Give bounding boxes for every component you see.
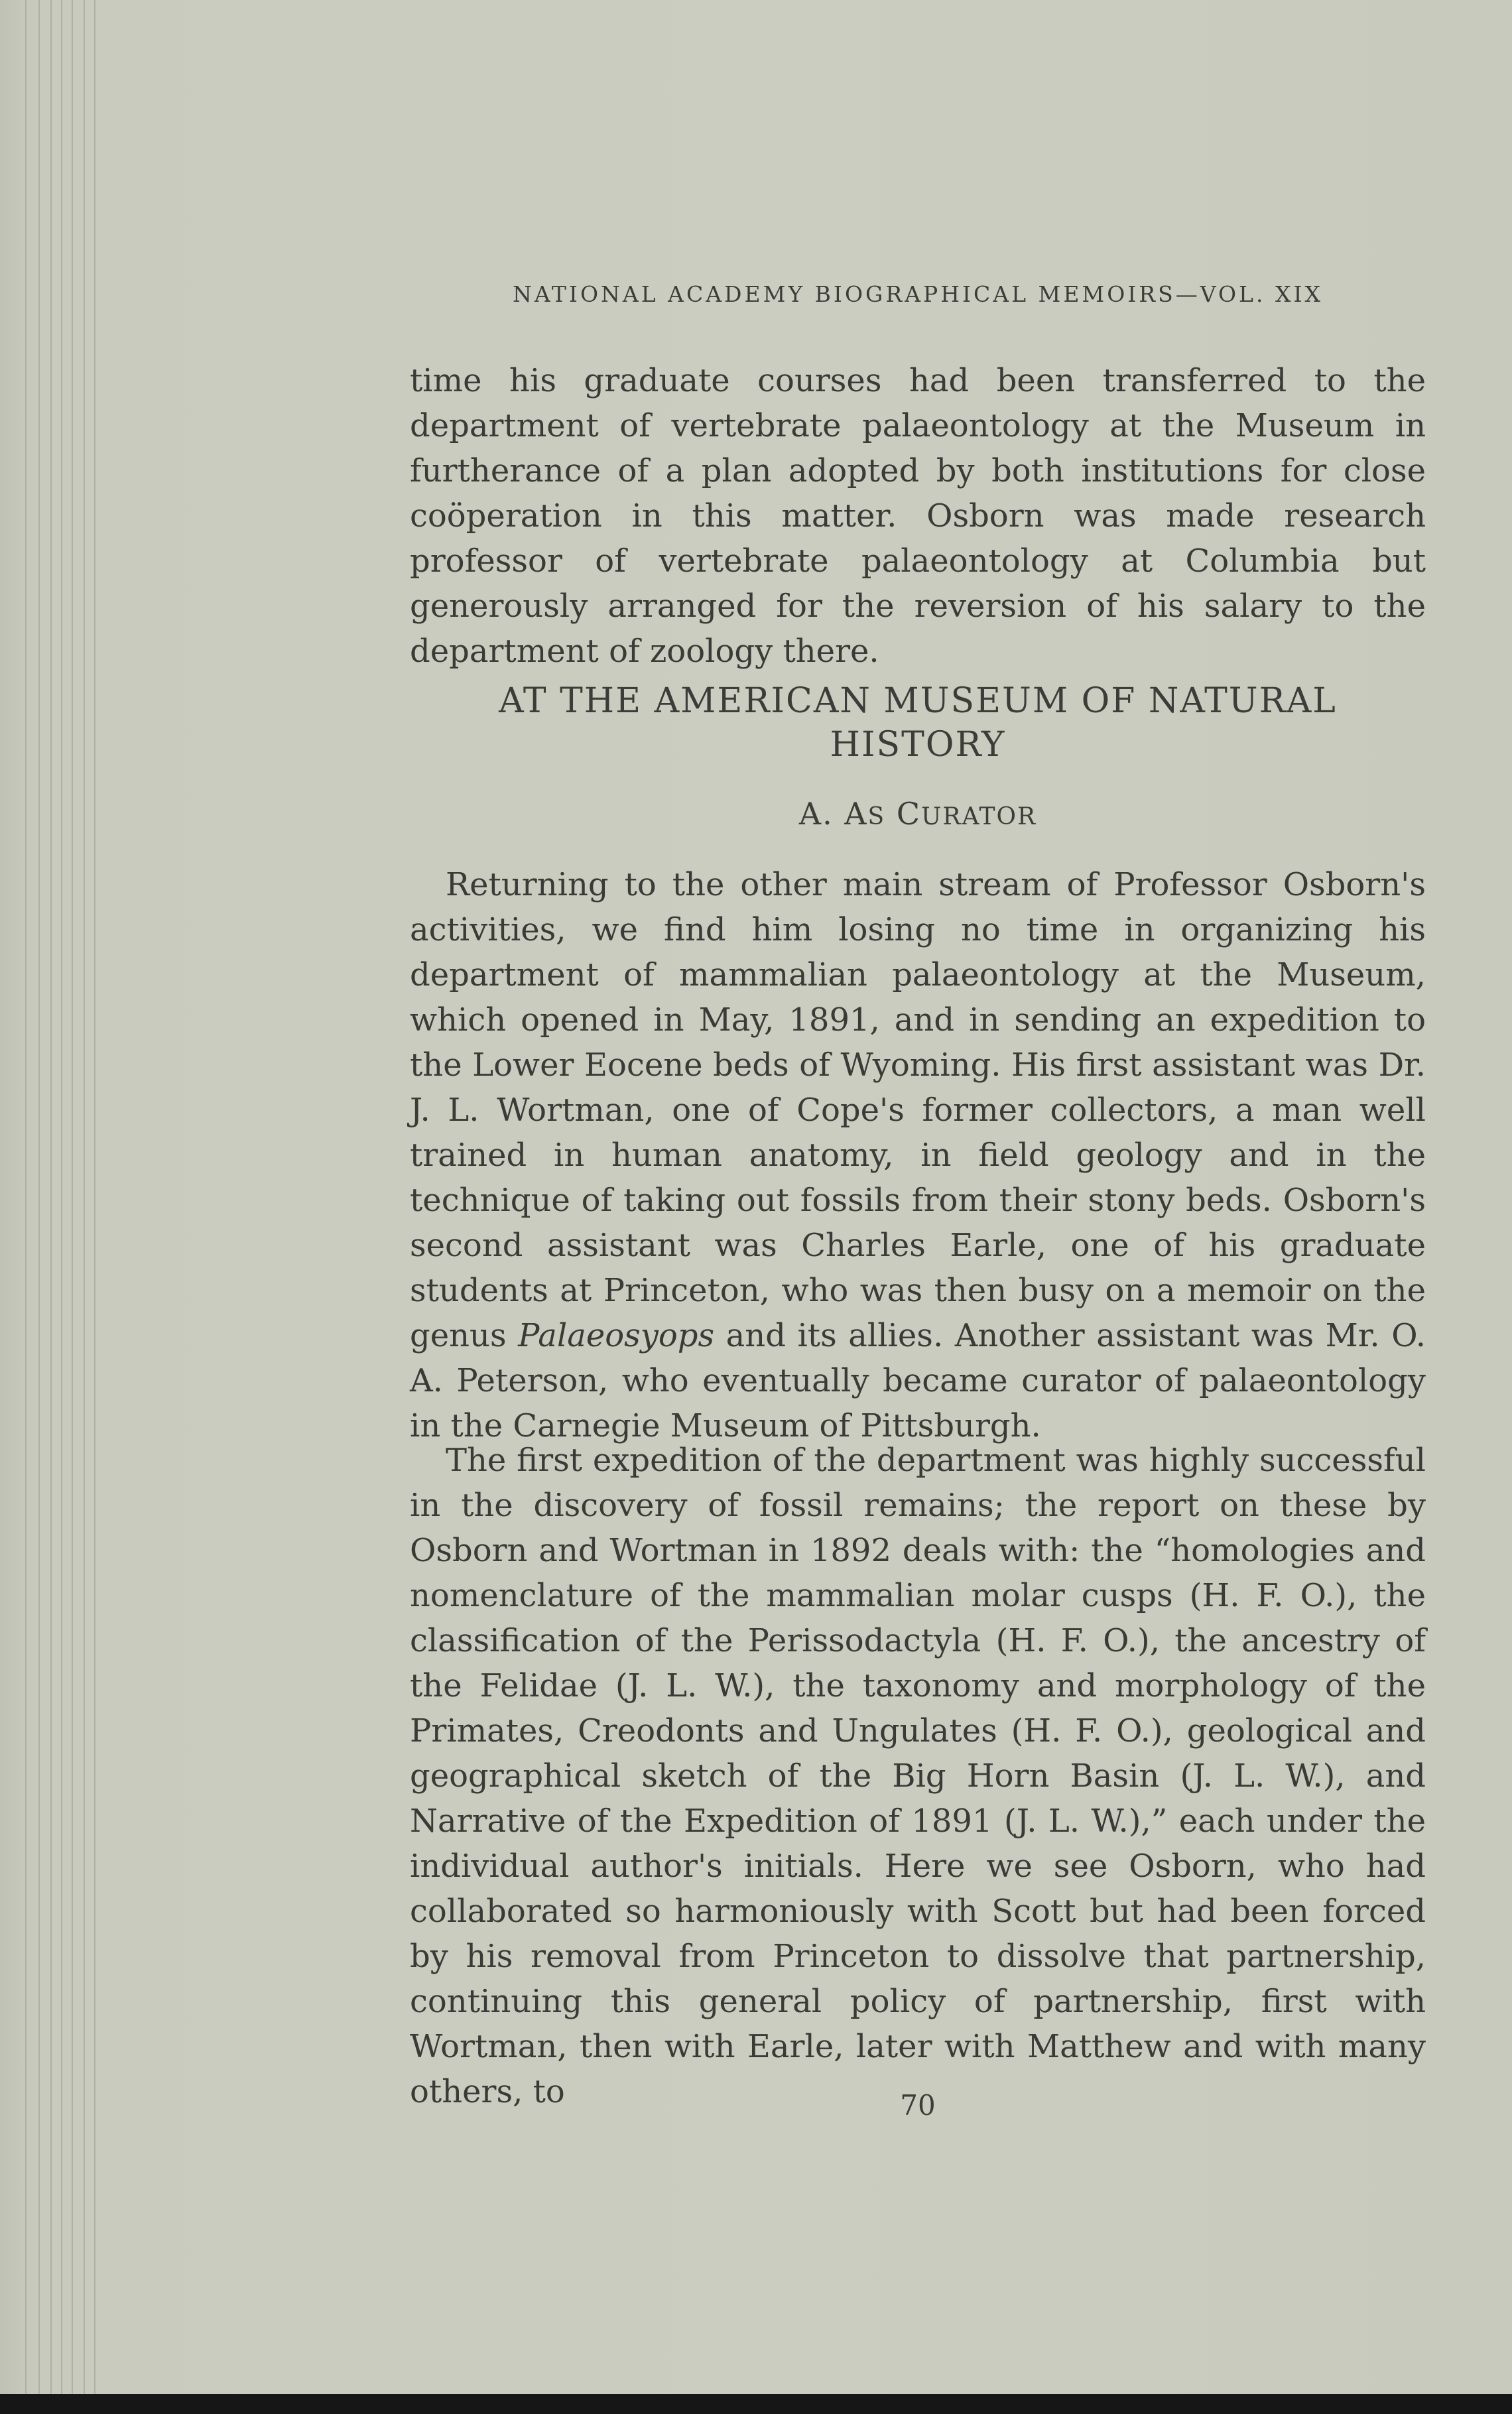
genus-name: Palaeosyops <box>518 1317 715 1354</box>
page-edge-line <box>50 0 52 2394</box>
paragraph-text-part: Returning to the other main stream of Professor Osborn's activities, we find him losing no time in organizing his department of mammalian palaeontology at the Museum, which opened in May, 1891, and in sending an expedition to the Lower Eocene beds of Wyoming. His first assistant was Dr. J. L. Wortman, one of Cope's former collectors, a man well trained in human anatomy, in field geology and in the technique of taking out fossils from their stony beds. Osborn's second assistant was Charles Earle, one of his graduate students at Princeton, who was then busy on a memoir on the genus <box>410 866 1426 1354</box>
curator-paragraph-2 <box>410 1438 1426 2114</box>
subsection-title <box>410 796 1426 832</box>
subsection-title-part: A. A <box>798 796 868 832</box>
page-edge-line <box>72 0 73 2394</box>
continuation-paragraph <box>410 358 1426 674</box>
page-edge-line <box>84 0 85 2394</box>
paragraph-text <box>410 862 1426 1448</box>
page-edge-line <box>38 0 40 2394</box>
page-edge-line <box>61 0 62 2394</box>
subsection-title-part: C <box>885 796 922 832</box>
paragraph-text: The first expedition of the department was highly successful in the discovery of fossil remains; the report on these by Osborn and Wortman in 1892 deals with: the “homologies and nomenclature of the mammalian molar cusps (H. F. O.), the classification of the Perissodactyla (H. F. O.), the ancestry of the Felidae (J. L. W.), the taxonomy and morphology of the Primates, Creodonts and Ungulates (H. F. O.), geological and geographical sketch of the Big Horn Basin (J. L. W.), and Narrative of the Expedition of 1891 (J. L. W.),” each under the individual author's initials. Here we see Osborn, who had collaborated so harmoniously with Scott but had been forced by his removal from Princeton to dissolve that partnership, continuing this general policy of partnership, first with Wortman, then with Earle, later with Matthew and with many others, to <box>410 1442 1426 2110</box>
paragraph-text: time his graduate courses had been transferred to the department of vertebrate palaeontology at the Museum in furtherance of a plan adopted by both institutions for close coöperation in this matter. Osborn was made research professor of vertebrate palaeontology at Columbia but generously arranged for the reversion of his salary to the department of zoology there. <box>410 362 1426 670</box>
paragraph-text-part: and its allies. Another assistant was Mr. O. A. Peterson, who eventually became curator of palaeontology in the Carnegie Museum of Pittsburgh. <box>410 1317 1426 1444</box>
running-head: NATIONAL ACADEMY BIOGRAPHICAL MEMOIRS—VOL. XIX <box>513 281 1323 307</box>
section-title-line: AT THE AMERICAN MUSEUM OF NATURAL <box>499 681 1337 721</box>
page-number: 70 <box>900 2089 936 2122</box>
subsection-title-part: S <box>867 803 886 830</box>
document-page <box>410 0 1426 2387</box>
scan-bottom-edge <box>0 2394 1512 2414</box>
page-edge-line <box>94 0 95 2394</box>
section-title-line: HISTORY <box>830 725 1006 765</box>
section-title <box>410 679 1426 767</box>
curator-paragraph-1 <box>410 862 1426 1448</box>
subsection-title-part: URATOR <box>921 803 1037 830</box>
page-edge-line <box>25 0 27 2394</box>
